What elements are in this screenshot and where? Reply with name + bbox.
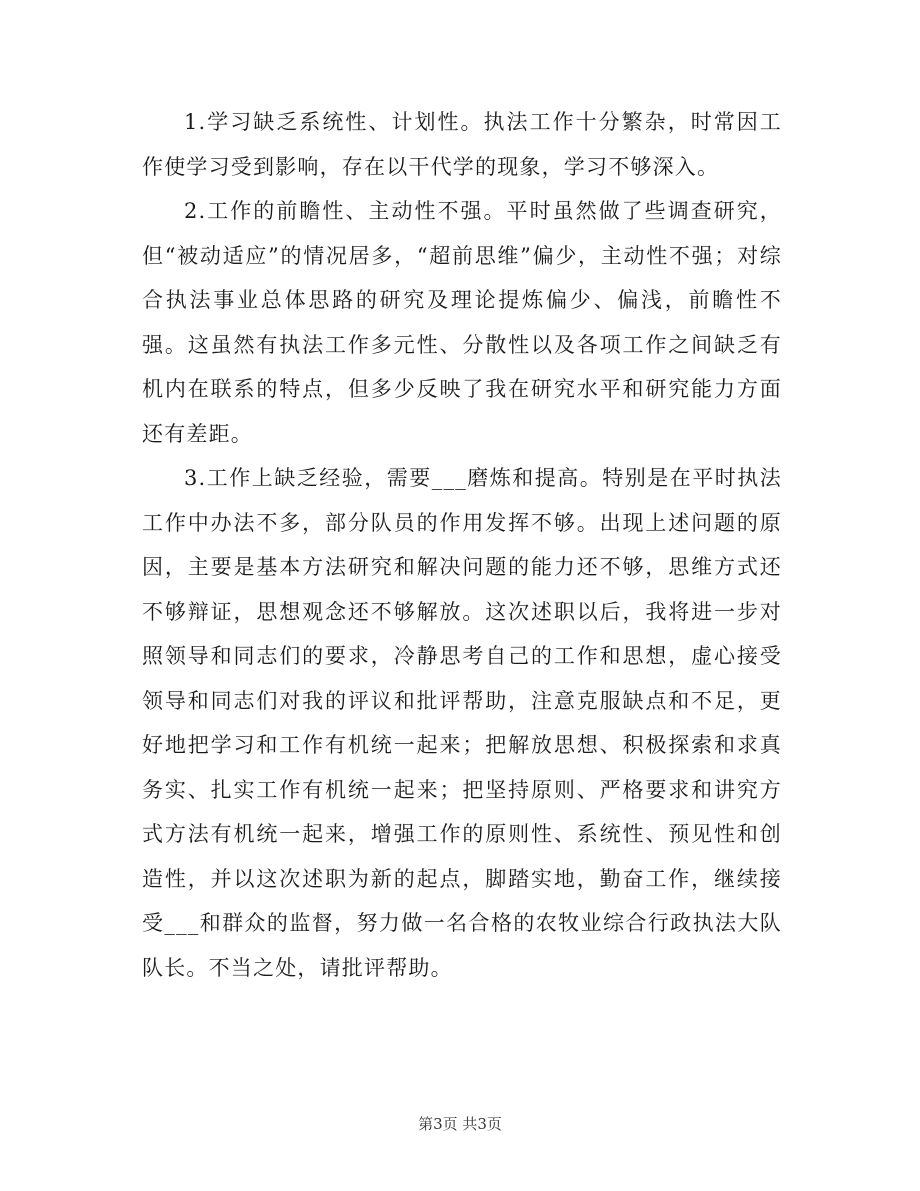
paragraph-2: 2.工作的前瞻性、主动性不强。平时虽然做了些调查研究，但“被动适应”的情况居多，“超前思维”偏少，主动性不强；对综合执法事业总体思路的研究及理论提炼偏少、偏浅，前瞻性不强。这虽然有执法工作多元性、分散性以及各项工作之间缺乏有机内在联系的特点，但多少反映了我在研究水平和研究能力方面还有差距。 <box>142 199 782 446</box>
paragraph-1: 1.学习缺乏系统性、计划性。执法工作十分繁杂，时常因工作使学习受到影响，存在以干代学的现象，学习不够深入。 <box>142 110 782 179</box>
document-body <box>142 100 782 990</box>
page-number-footer: 第3页 共3页 <box>418 1115 502 1133</box>
paragraph-3: 3.工作上缺乏经验，需要___磨炼和提高。特别是在平时执法工作中办法不多，部分队员的作用发挥不够。出现上述问题的原因，主要是基本方法研究和解决问题的能力还不够，思维方式还不够辩证，思想观念还不够解放。这次述职以后，我将进一步对照领导和同志们的要求，冷静思考自己的工作和思想，虚心接受领导和同志们对我的评议和批评帮助，注意克服缺点和不足，更好地把学习和工作有机统一起来；把解放思想、积极探索和求真务实、扎实工作有机统一起来；把坚持原则、严格要求和讲究方式方法有机统一起来，增强工作的原则性、系统性、预见性和创造性，并以这次述职为新的起点，脚踏实地，勤奋工作，继续接受___和群众的监督，努力做一名合格的农牧业综合行政执法大队队长。不当之处，请批评帮助。 <box>142 466 782 980</box>
